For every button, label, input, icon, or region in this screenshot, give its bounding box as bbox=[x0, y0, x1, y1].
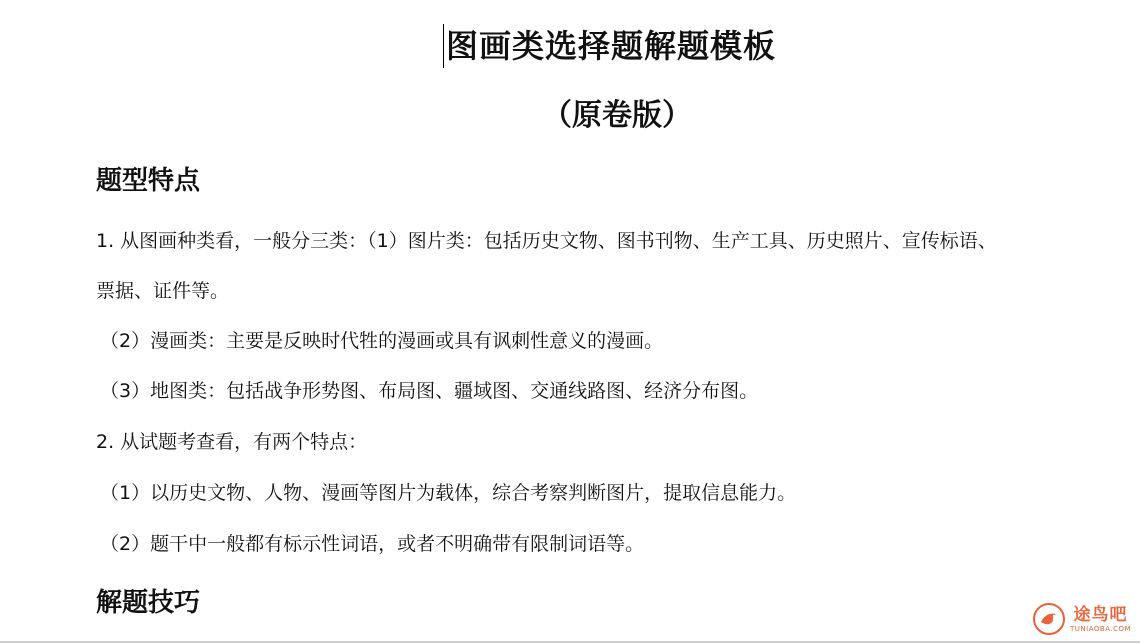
paragraph-line-5: 2. 从试题考查看，有两个特点： bbox=[96, 431, 368, 453]
watermark-logo bbox=[1032, 601, 1132, 637]
paragraph-line-6: （1）以历史文物、人物、漫画等图片为载体，综合考察判断图片，提取信息能力。 bbox=[100, 482, 797, 504]
section-heading-features: 题型特点 bbox=[96, 166, 201, 196]
subtitle-text: （原卷版） bbox=[542, 98, 692, 133]
document-title: 图画类选择题解题模板 bbox=[446, 27, 777, 65]
section-heading-techniques: 解题技巧 bbox=[96, 588, 201, 618]
paragraph-line-4: （3）地图类：包括战争形势图、布局图、疆域图、交通线路图、经济分布图。 bbox=[100, 380, 759, 402]
paragraph-line-7: （2）题干中一般都有标示性词语，或者不明确带有限制词语等。 bbox=[100, 533, 645, 555]
watermark-name: 途鸟吧 bbox=[1073, 604, 1128, 625]
paragraph-line-3: （2）漫画类：主要是反映时代牲的漫画或具有讽刺性意义的漫画。 bbox=[100, 330, 664, 352]
text-cursor bbox=[443, 24, 444, 68]
paragraph-line-2: 票据、证件等。 bbox=[96, 280, 230, 302]
bird-logo-icon bbox=[1032, 602, 1066, 636]
paragraph-line-1: 1. 从图画种类看，一般分三类：（1）图片类：包括历史文物、图书刊物、生产工具、历史照片、宣传标语、 bbox=[96, 230, 997, 252]
watermark-domain: TUNIAOBA.COM bbox=[1070, 624, 1132, 633]
document-subtitle bbox=[0, 95, 1140, 137]
